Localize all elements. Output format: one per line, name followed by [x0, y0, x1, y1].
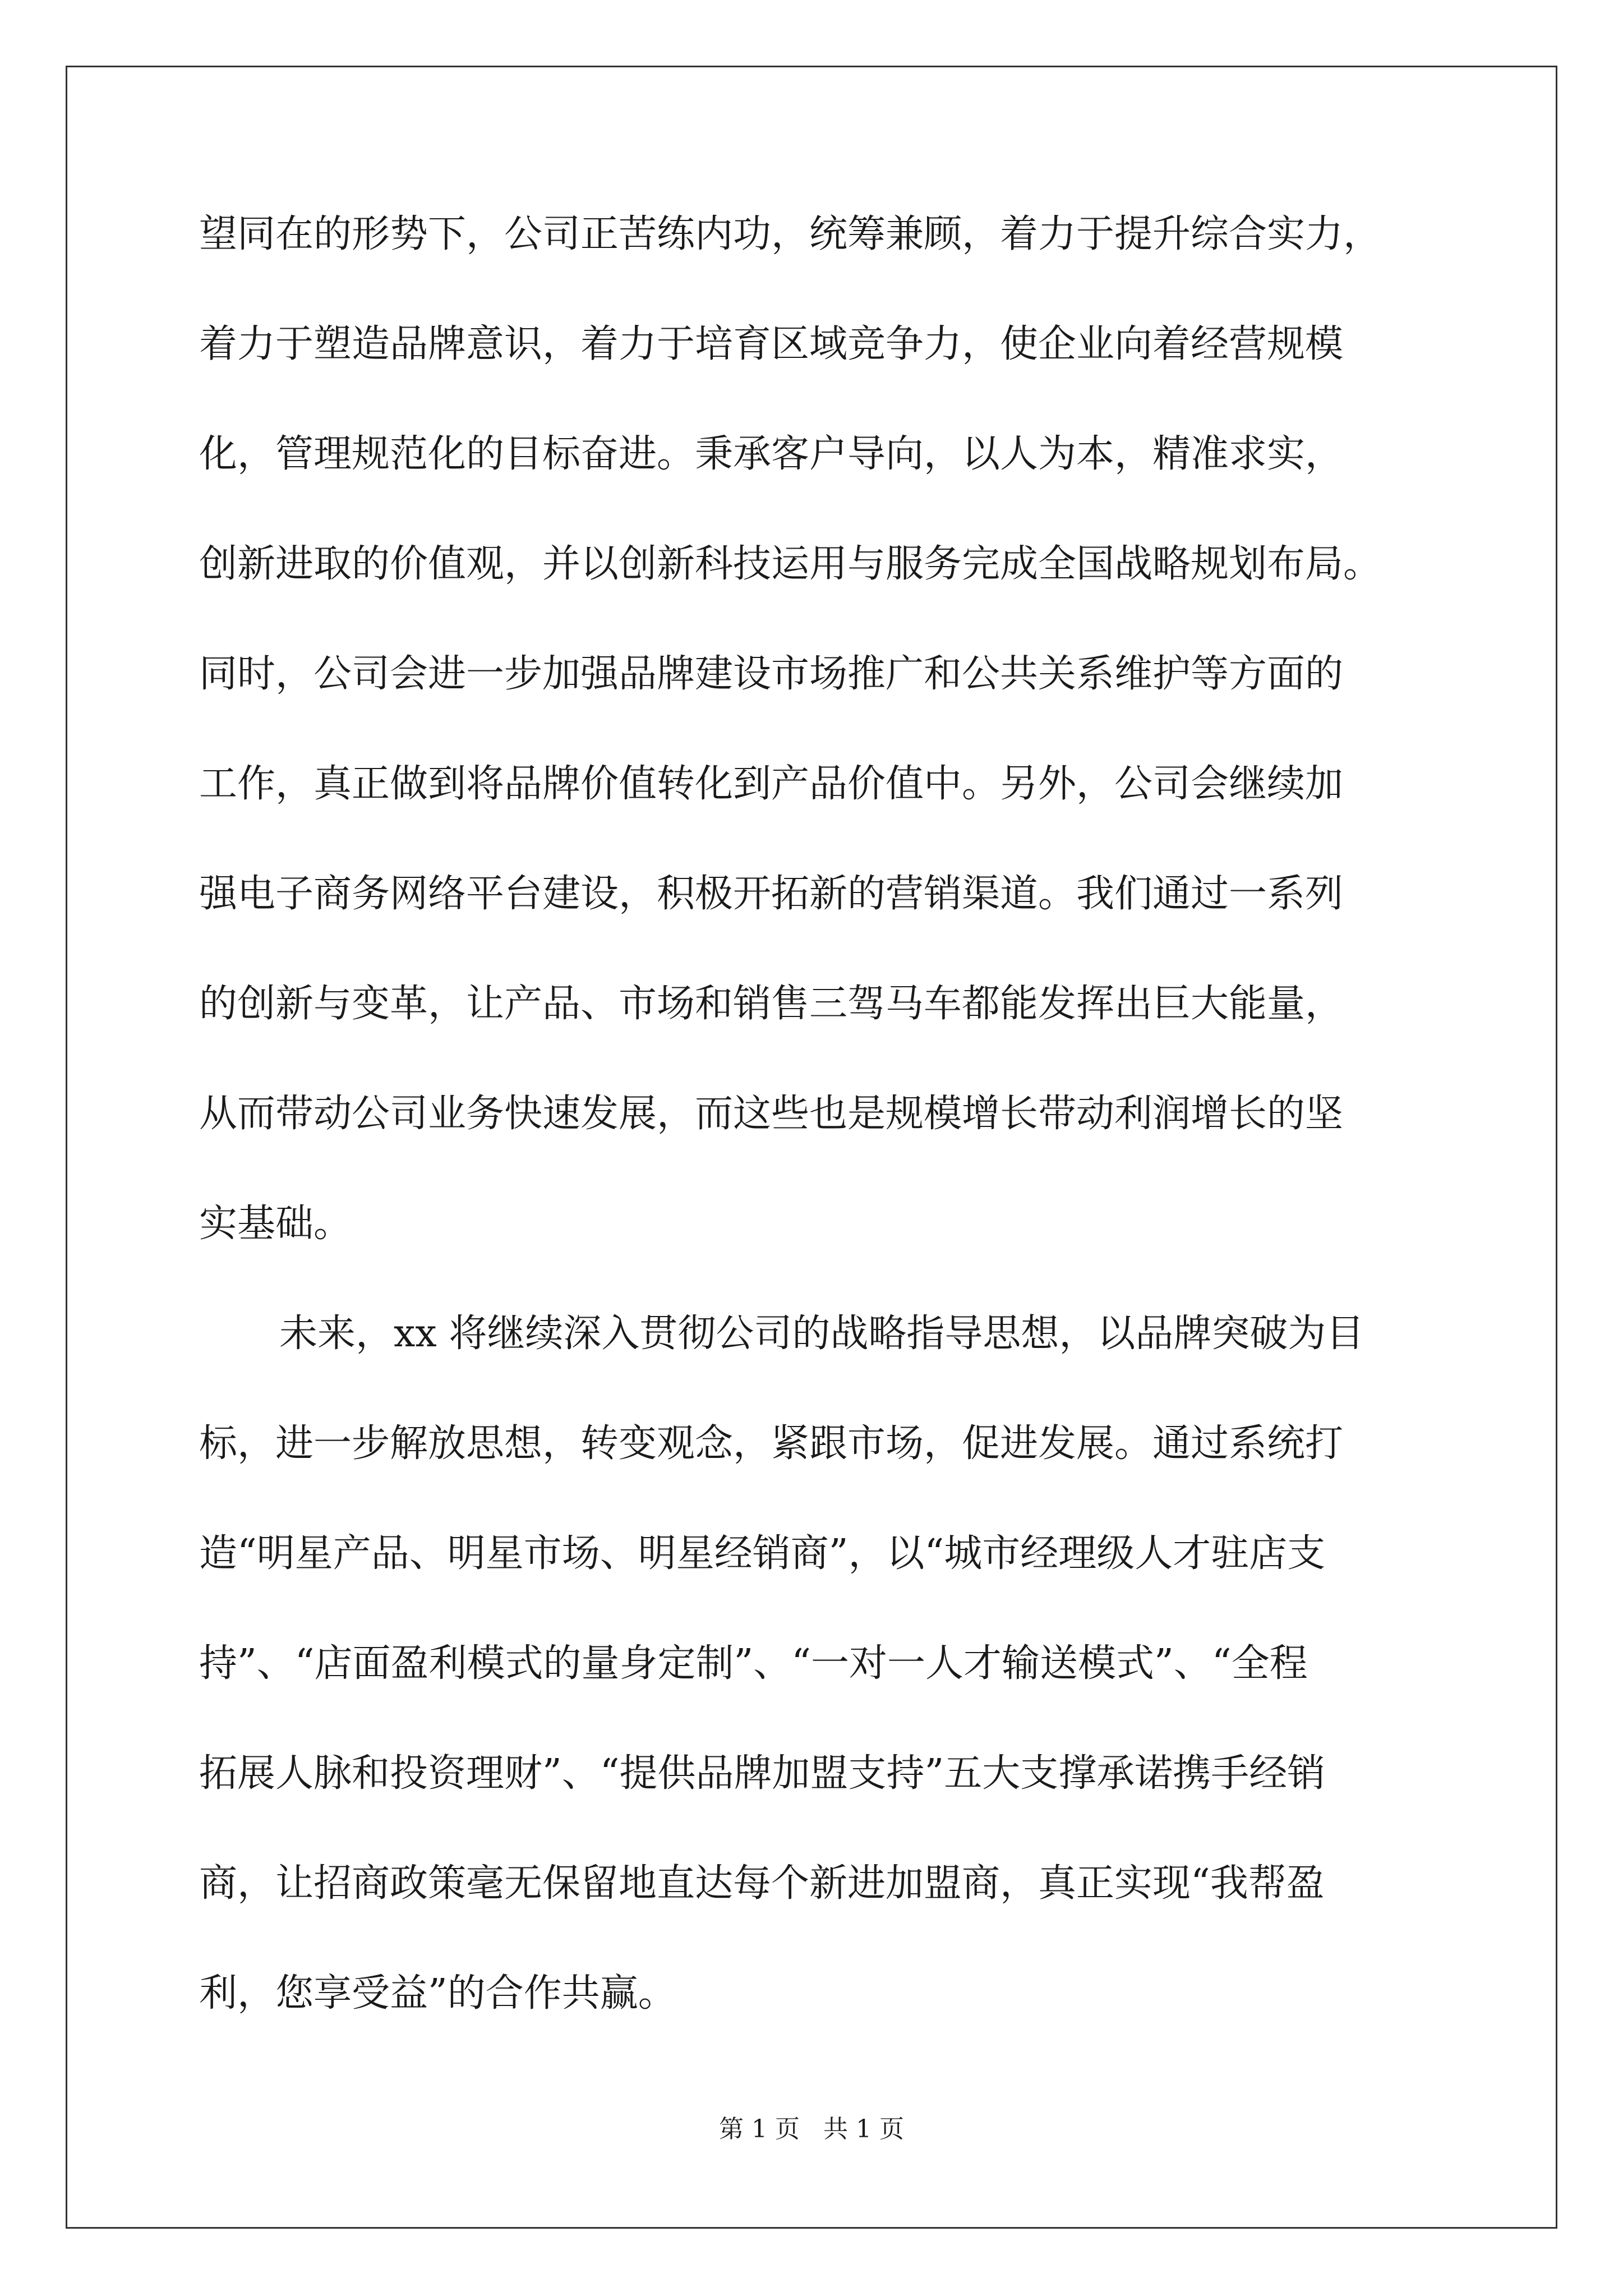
paragraph-line: 利，您享受益”的合作共赢。 — [199, 1971, 676, 2016]
paragraph-line: 的创新与变革，让产品、市场和销售三驾马车都能发挥出巨大能量， — [199, 982, 1344, 1026]
paragraph-line: 实基础。 — [199, 1202, 352, 1246]
paragraph-line: 拓展人脉和投资理财”、“提供品牌加盟支持”五大支撑承诺携手经销 — [199, 1751, 1326, 1796]
paragraph-line: 标，进一步解放思想，转变观念，紧跟市场，促进发展。通过系统打 — [199, 1421, 1344, 1466]
paragraph-line: 强电子商务网络平台建设，积极开拓新的营销渠道。我们通过一系列 — [199, 872, 1344, 916]
paragraph-line: 未来，xx 将继续深入贯彻公司的战略指导思想，以品牌突破为目 — [279, 1312, 1364, 1356]
paragraph-line: 望同在的形势下，公司正苦练内功，统筹兼顾，着力于提升综合实力， — [199, 212, 1382, 256]
page-footer: 第 1 页 共 1 页 — [719, 2115, 904, 2143]
paragraph-line: 化，管理规范化的目标奋进。秉承客户导向，以人为本，精准求实， — [199, 432, 1344, 476]
paragraph-line: 持”、“店面盈利模式的量身定制”、“一对一人才输送模式”、“全程 — [199, 1641, 1308, 1686]
paragraph-line: 从而带动公司业务快速发展，而这些也是规模增长带动利润增长的坚 — [199, 1092, 1344, 1136]
paragraph-line: 着力于塑造品牌意识，着力于培育区域竞争力，使企业向着经营规模 — [199, 322, 1344, 366]
paragraph-line: 造“明星产品、明星市场、明星经销商”，以“城市经理级人才驻店支 — [199, 1531, 1326, 1576]
paragraph-line: 创新进取的价值观，并以创新科技运用与服务完成全国战略规划布局。 — [199, 542, 1382, 586]
paragraph-line: 商，让招商政策毫无保留地直达每个新进加盟商，真正实现“我帮盈 — [199, 1861, 1325, 1906]
paragraph-line: 工作，真正做到将品牌价值转化到产品价值中。另外，公司会继续加 — [199, 762, 1344, 806]
paragraph-line: 同时，公司会进一步加强品牌建设市场推广和公共关系维护等方面的 — [199, 652, 1344, 696]
